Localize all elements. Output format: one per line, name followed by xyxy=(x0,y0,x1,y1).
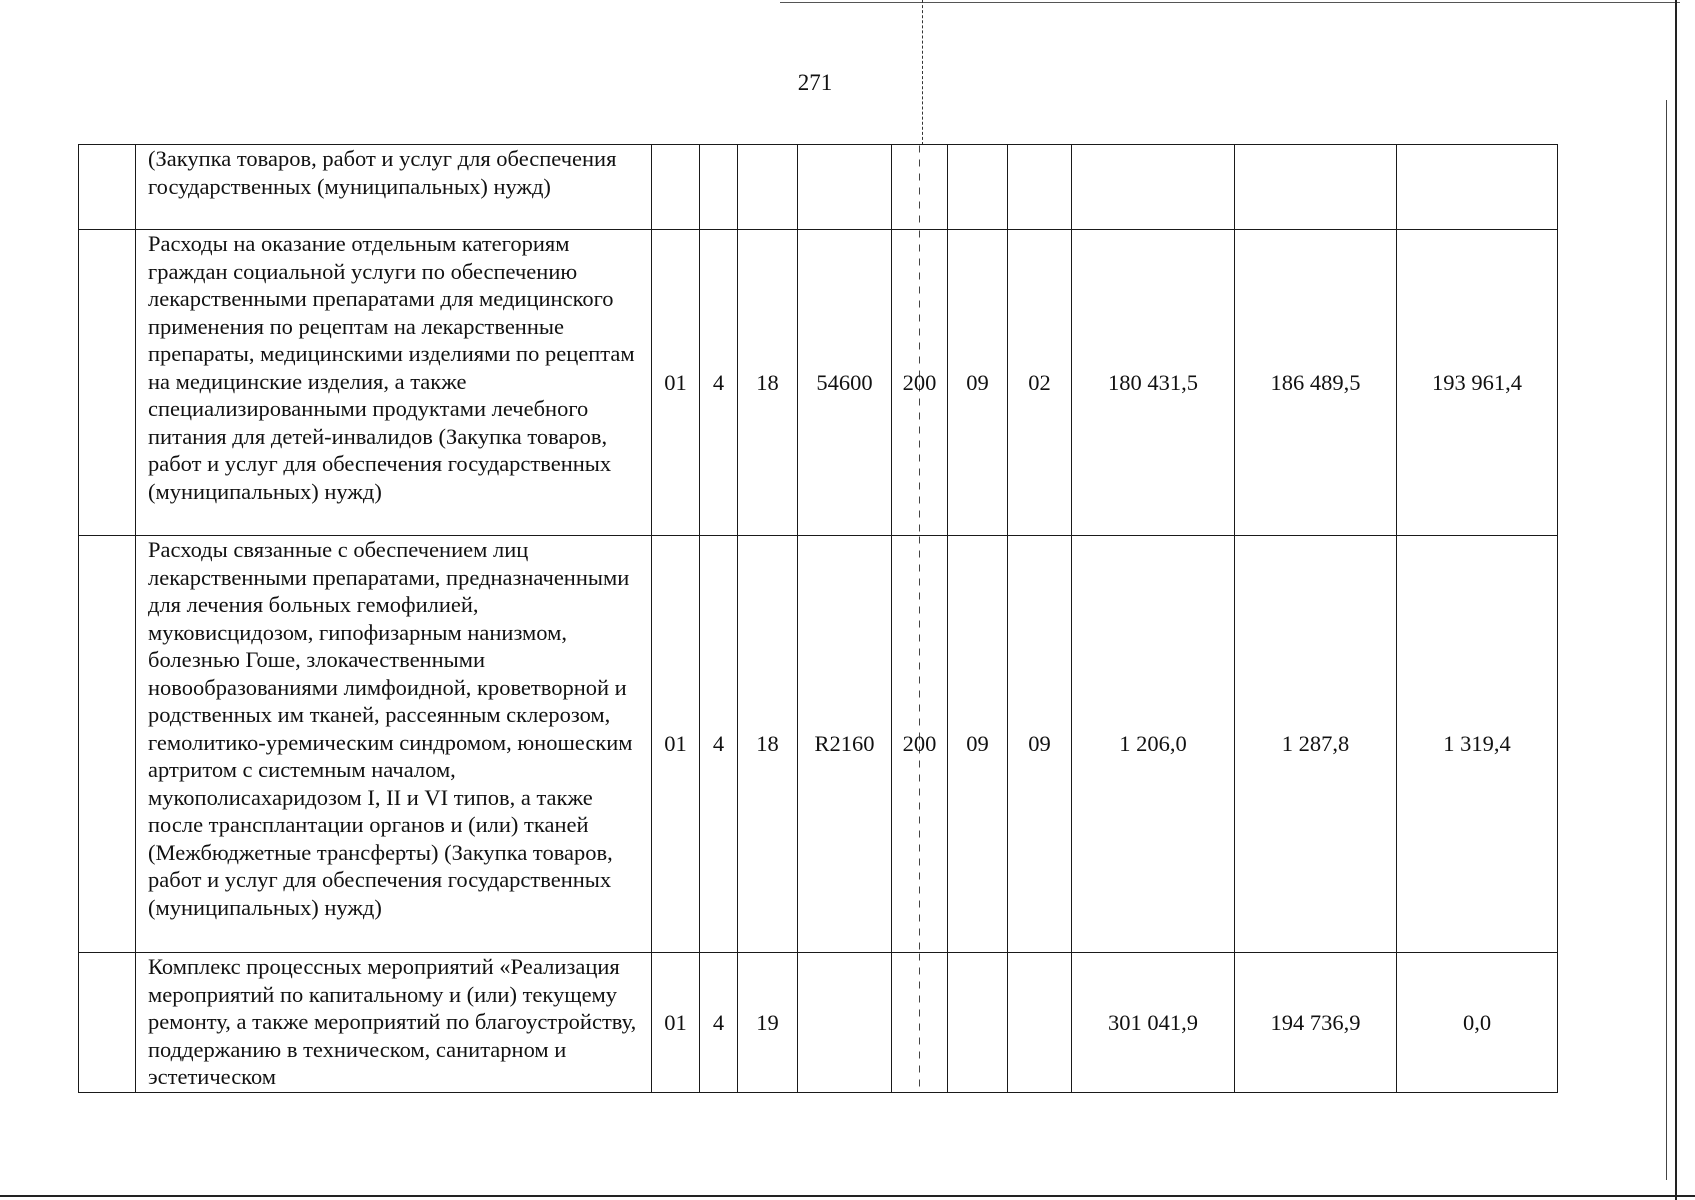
code-type: 4 xyxy=(700,536,738,953)
code-direction: 54600 xyxy=(798,230,892,536)
code-type xyxy=(700,145,738,230)
row-description: Расходы связанные с обеспечением лиц лекарственными препаратами, предназначенными для лечения больных гемофилией, муковисцидозом, гипофизарным нанизмом, болезнью Гоше, злокачественными новообразованиями лимфоидной, кроветворной и родственных им тканей, рассеянным склерозом, гемолитико-уремическим синдромом, юношеским артритом с системным началом, мукополисахаридозом I, II и VI типов, а также после трансплантации органов и (или) тканей (Межбюджетные трансферты) (Закупка товаров, работ и услуг для обеспечения государственных (муниципальных) нужд) xyxy=(136,536,652,953)
code-type: 4 xyxy=(700,230,738,536)
code-subprogram: 19 xyxy=(738,953,798,1093)
scan-frame-right-edge xyxy=(1675,0,1677,1200)
code-type: 4 xyxy=(700,953,738,1093)
code-program xyxy=(652,145,700,230)
code-program: 01 xyxy=(652,536,700,953)
table-row xyxy=(79,145,1558,230)
row-index-cell xyxy=(79,536,136,953)
code-program: 01 xyxy=(652,953,700,1093)
code-section xyxy=(948,953,1008,1093)
amount-year-3: 193 961,4 xyxy=(1397,230,1558,536)
scan-frame-bottom-edge xyxy=(0,1195,1695,1197)
code-subprogram: 18 xyxy=(738,230,798,536)
budget-table xyxy=(78,144,1558,1093)
table-row xyxy=(79,953,1558,1093)
code-program: 01 xyxy=(652,230,700,536)
code-section: 09 xyxy=(948,536,1008,953)
code-expense-type: 200 xyxy=(892,230,948,536)
scan-frame-right-inner-edge xyxy=(1666,100,1667,1180)
amount-year-3 xyxy=(1397,145,1558,230)
code-expense-type: 200 xyxy=(892,536,948,953)
code-subsection: 02 xyxy=(1008,230,1072,536)
scan-artifact-top-line xyxy=(780,2,1680,3)
code-expense-type xyxy=(892,145,948,230)
amount-year-1: 301 041,9 xyxy=(1072,953,1235,1093)
table-row xyxy=(79,536,1558,953)
code-subsection xyxy=(1008,145,1072,230)
code-direction xyxy=(798,953,892,1093)
amount-year-2: 186 489,5 xyxy=(1235,230,1397,536)
row-description: (Закупка товаров, работ и услуг для обеспечения государственных (муниципальных) нужд) xyxy=(136,145,652,230)
amount-year-1: 180 431,5 xyxy=(1072,230,1235,536)
code-subsection: 09 xyxy=(1008,536,1072,953)
code-subsection xyxy=(1008,953,1072,1093)
code-subprogram: 18 xyxy=(738,536,798,953)
table-row xyxy=(79,230,1558,536)
row-index-cell xyxy=(79,230,136,536)
code-expense-type xyxy=(892,953,948,1093)
amount-year-2: 194 736,9 xyxy=(1235,953,1397,1093)
row-index-cell xyxy=(79,145,136,230)
row-description: Расходы на оказание отдельным категориям граждан социальной услуги по обеспечению лекарственными препаратами для медицинского применения по рецептам на лекарственные препараты, медицинскими изделиями по рецептам на медицинские изделия, а также специализированными продуктами лечебного питания для детей-инвалидов (Закупка товаров, работ и услуг для обеспечения государственных (муниципальных) нужд) xyxy=(136,230,652,536)
row-index-cell xyxy=(79,953,136,1093)
amount-year-1: 1 206,0 xyxy=(1072,536,1235,953)
row-description: Комплекс процессных мероприятий «Реализация мероприятий по капитальному и (или) текущему ремонту, а также мероприятий по благоустройству, поддержанию в техническом, санитарном и эстетическом xyxy=(136,953,652,1093)
amount-year-3: 1 319,4 xyxy=(1397,536,1558,953)
amount-year-3: 0,0 xyxy=(1397,953,1558,1093)
page-number: 271 xyxy=(797,70,833,95)
code-section xyxy=(948,145,1008,230)
code-section: 09 xyxy=(948,230,1008,536)
amount-year-2 xyxy=(1235,145,1397,230)
scan-artifact-fold-line xyxy=(922,0,923,145)
code-direction xyxy=(798,145,892,230)
code-direction: R2160 xyxy=(798,536,892,953)
amount-year-2: 1 287,8 xyxy=(1235,536,1397,953)
amount-year-1 xyxy=(1072,145,1235,230)
code-subprogram xyxy=(738,145,798,230)
